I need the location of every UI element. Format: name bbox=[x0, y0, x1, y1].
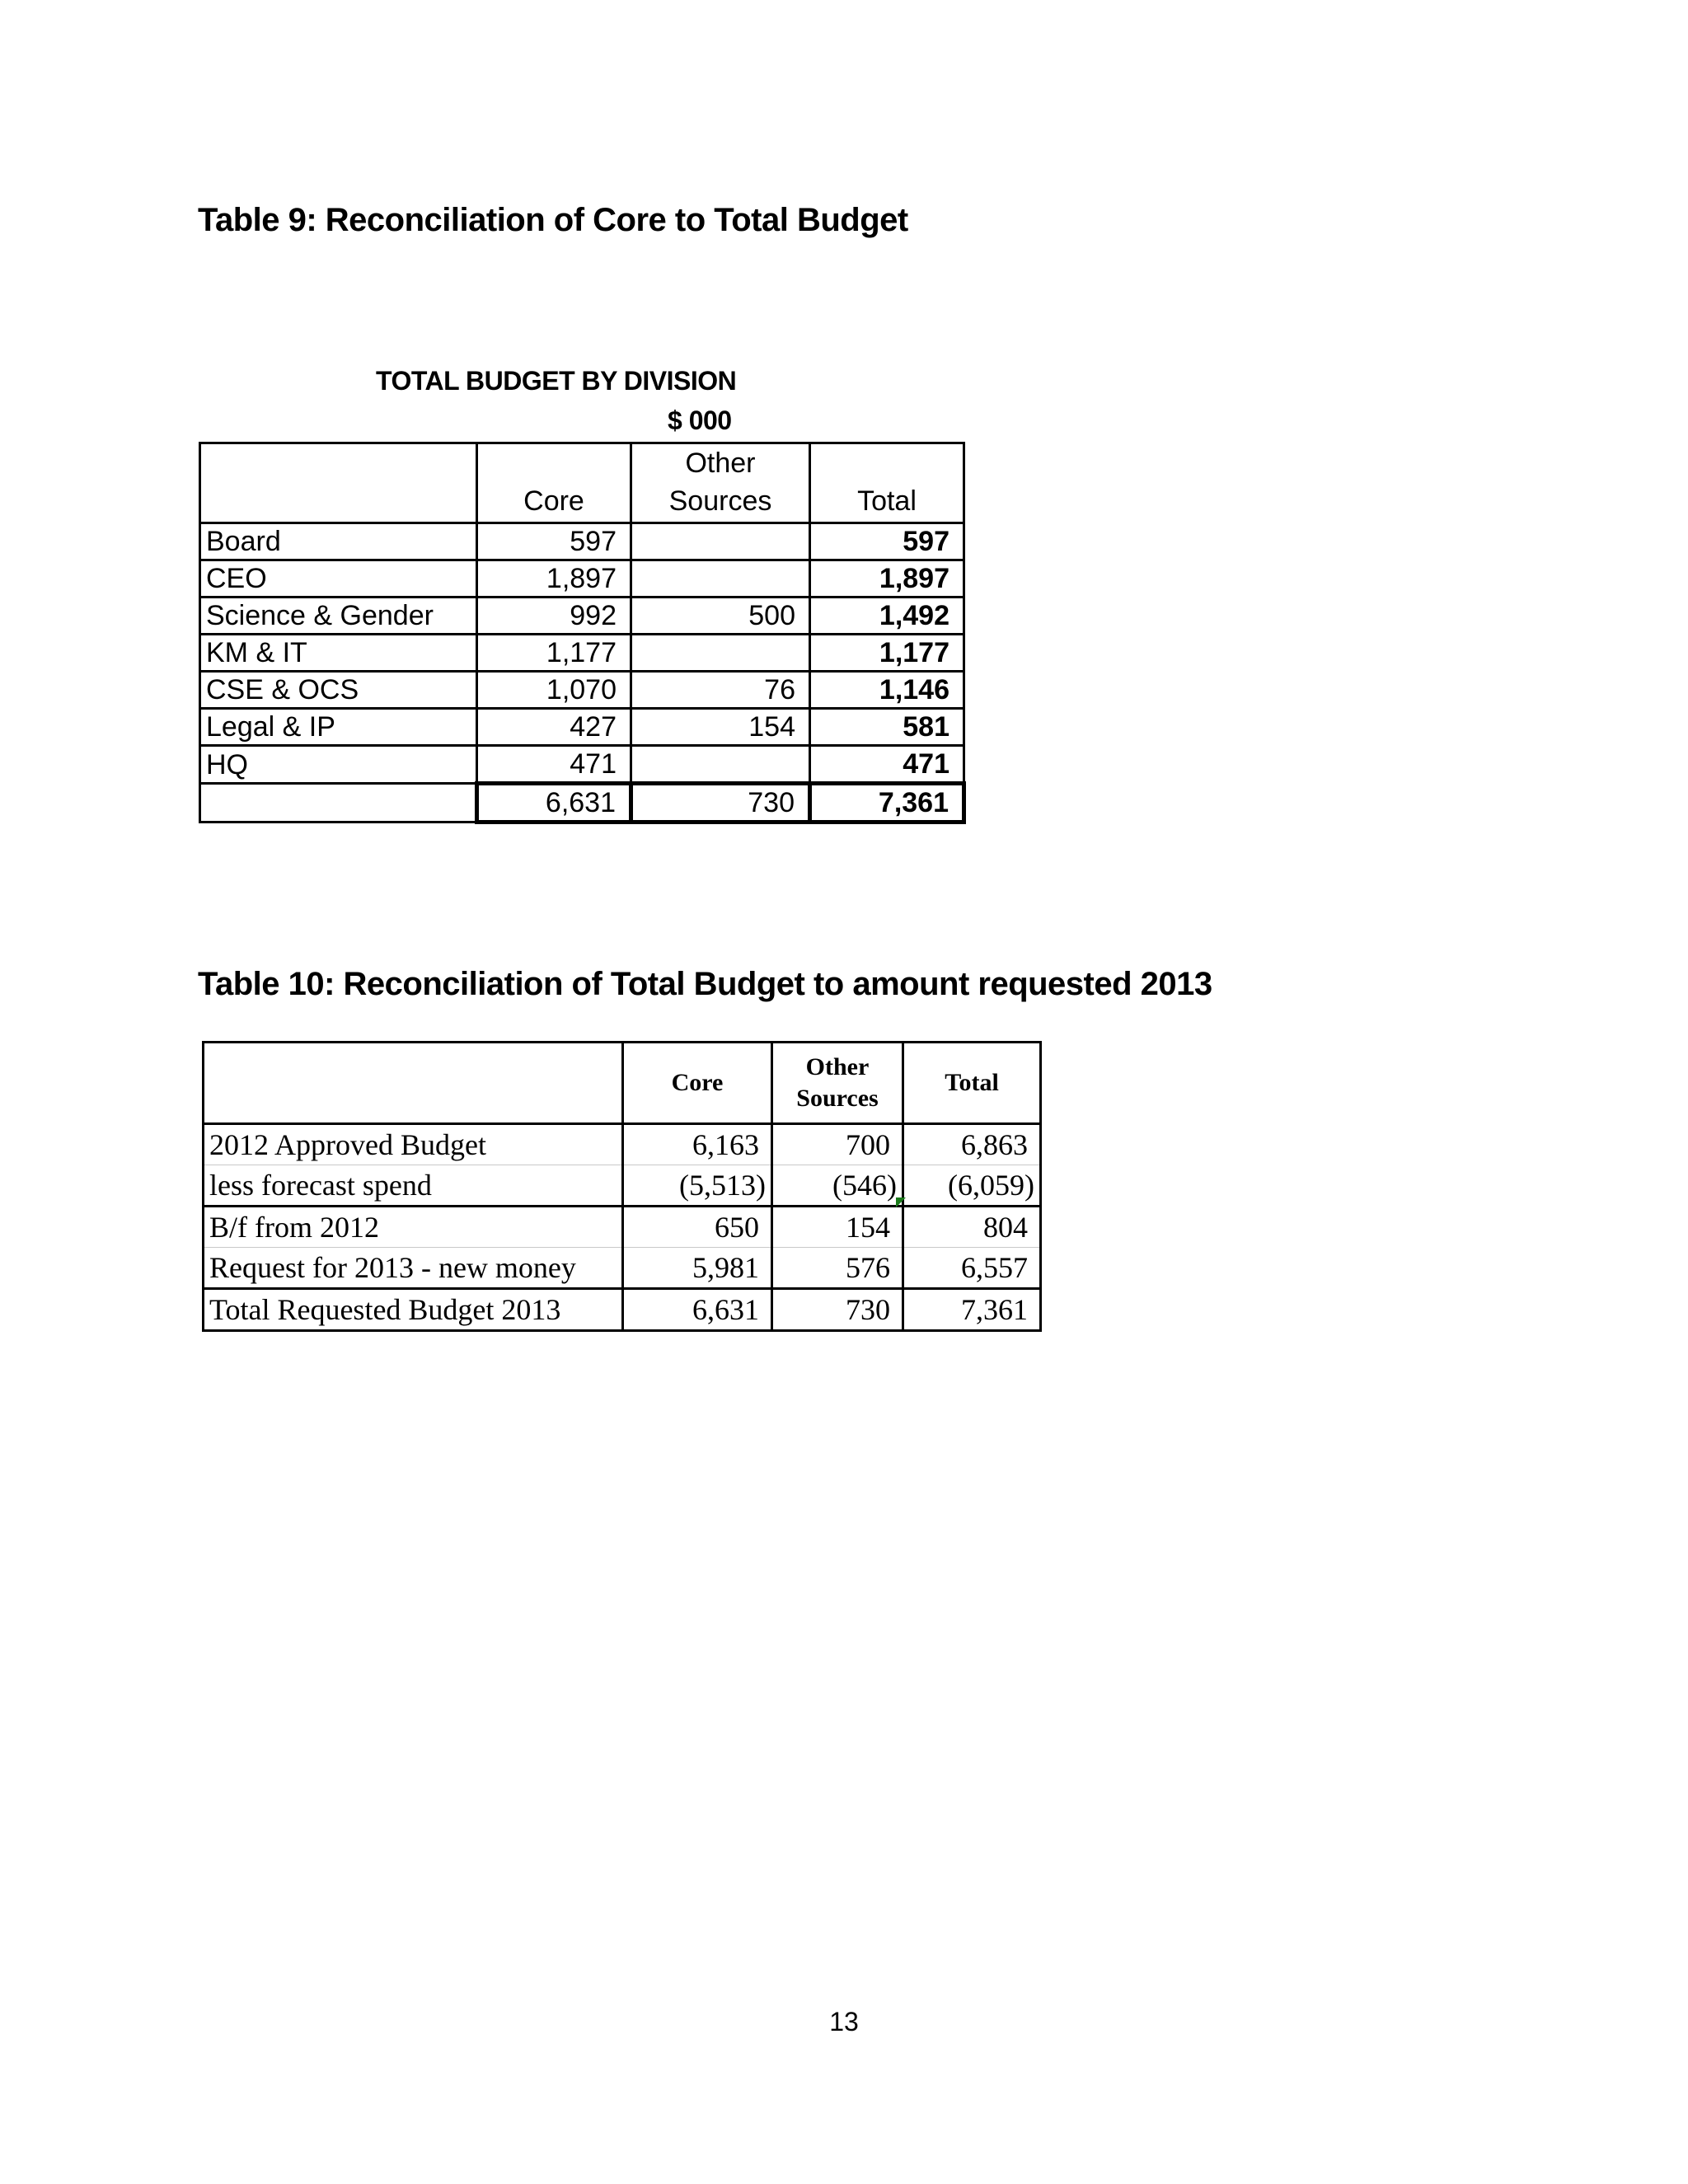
total-value: 581 bbox=[810, 709, 964, 746]
other-sources-value: 576 bbox=[772, 1248, 903, 1289]
core-value: 1,070 bbox=[477, 672, 631, 709]
table-row bbox=[200, 746, 964, 784]
row-label: less forecast spend bbox=[204, 1165, 623, 1207]
core-value: 1,177 bbox=[477, 635, 631, 672]
other-sources-value bbox=[631, 560, 810, 598]
row-label: CSE & OCS bbox=[200, 672, 477, 709]
row-label: Request for 2013 - new money bbox=[204, 1248, 623, 1289]
total-value: 6,863 bbox=[903, 1124, 1041, 1165]
other-sources-value: 730 bbox=[772, 1289, 903, 1331]
core-value: 471 bbox=[477, 746, 631, 784]
table-row bbox=[204, 1124, 1041, 1165]
other-sources-value: 154 bbox=[631, 709, 810, 746]
header-total-cell: Total bbox=[810, 443, 964, 523]
table-9-units: $ 000 bbox=[668, 405, 732, 435]
table-10-heading: Table 10: Reconciliation of Total Budget to amount requested 2013 bbox=[198, 966, 1212, 1002]
total-value: 1,897 bbox=[810, 560, 964, 598]
header-core-cell: Core bbox=[623, 1043, 772, 1124]
core-value: 6,163 bbox=[623, 1124, 772, 1165]
total-value: 597 bbox=[810, 523, 964, 560]
table-row bbox=[200, 635, 964, 672]
other-sources-value: 500 bbox=[631, 598, 810, 635]
other-sources-value bbox=[631, 523, 810, 560]
table-row bbox=[204, 1207, 1041, 1248]
other-sources-value: (546) bbox=[772, 1165, 903, 1207]
table-row bbox=[200, 523, 964, 560]
header-total-cell: Total bbox=[903, 1043, 1041, 1124]
header-core-cell: Core bbox=[477, 443, 631, 523]
table-row bbox=[200, 672, 964, 709]
total-value: 1,177 bbox=[810, 635, 964, 672]
core-value: 650 bbox=[623, 1207, 772, 1248]
total-value: 7,361 bbox=[903, 1289, 1041, 1331]
header-label-cell bbox=[204, 1043, 623, 1124]
totals-label bbox=[200, 784, 477, 823]
other-sources-value bbox=[631, 746, 810, 784]
core-total: 6,631 bbox=[477, 784, 631, 823]
other-sources-value bbox=[631, 635, 810, 672]
row-label: KM & IT bbox=[200, 635, 477, 672]
core-value: 992 bbox=[477, 598, 631, 635]
other-sources-value: 154 bbox=[772, 1207, 903, 1248]
other-sources-value: 700 bbox=[772, 1124, 903, 1165]
core-value: 427 bbox=[477, 709, 631, 746]
core-value: (5,513) bbox=[623, 1165, 772, 1207]
table-9-caption: TOTAL BUDGET BY DIVISION bbox=[376, 366, 737, 396]
other-sources-value: 76 bbox=[631, 672, 810, 709]
table-10 bbox=[202, 1041, 1042, 1332]
table-9-heading: Table 9: Reconciliation of Core to Total Budget bbox=[198, 202, 908, 238]
row-label: Legal & IP bbox=[200, 709, 477, 746]
row-label: Total Requested Budget 2013 bbox=[204, 1289, 623, 1331]
row-label: Science & Gender bbox=[200, 598, 477, 635]
table-row bbox=[204, 1289, 1041, 1331]
total-value: 1,146 bbox=[810, 672, 964, 709]
core-value: 597 bbox=[477, 523, 631, 560]
table-row bbox=[204, 1248, 1041, 1289]
header-other-sources-cell: Other Sources bbox=[631, 443, 810, 523]
table-10-header-row bbox=[204, 1043, 1041, 1124]
table-row bbox=[200, 560, 964, 598]
total-value: 1,492 bbox=[810, 598, 964, 635]
row-label: 2012 Approved Budget bbox=[204, 1124, 623, 1165]
row-label: CEO bbox=[200, 560, 477, 598]
total-value: (6,059) bbox=[903, 1165, 1041, 1207]
header-other-sources-cell: Other Sources bbox=[772, 1043, 903, 1124]
total-value: 471 bbox=[810, 746, 964, 784]
header-label-cell bbox=[200, 443, 477, 523]
core-value: 1,897 bbox=[477, 560, 631, 598]
table-row bbox=[200, 709, 964, 746]
other-sources-total: 730 bbox=[631, 784, 810, 823]
cell-comment-marker bbox=[896, 1197, 906, 1207]
grand-total: 7,361 bbox=[810, 784, 964, 823]
total-value: 6,557 bbox=[903, 1248, 1041, 1289]
core-value: 6,631 bbox=[623, 1289, 772, 1331]
row-label: Board bbox=[200, 523, 477, 560]
row-label: HQ bbox=[200, 746, 477, 784]
table-row bbox=[204, 1165, 1041, 1207]
row-label: B/f from 2012 bbox=[204, 1207, 623, 1248]
core-value: 5,981 bbox=[623, 1248, 772, 1289]
table-9-header-row bbox=[200, 443, 964, 523]
table-9-totals-row bbox=[200, 784, 964, 823]
total-value: 804 bbox=[903, 1207, 1041, 1248]
table-row bbox=[200, 598, 964, 635]
page-number: 13 bbox=[829, 2007, 859, 2036]
table-9 bbox=[199, 442, 966, 824]
